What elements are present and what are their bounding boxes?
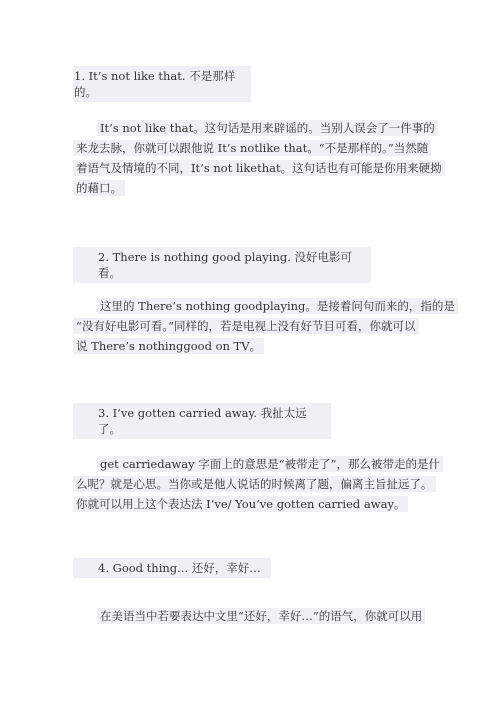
paragraph-line: 你就可以用上这个表达法 I’ve/ You’ve gotten carried away。 — [76, 497, 406, 511]
paragraph-line: 在美语当中若要表达中文里“还好，幸好…”的语气，你就可以用 — [100, 609, 423, 623]
paragraph-3 — [74, 454, 441, 514]
paragraph-line: 这里的 There’s nothing goodplaying。是接着问句而来的，指的是 — [100, 299, 455, 313]
paragraph-line: 说 There’s nothinggood on TV。 — [76, 339, 262, 353]
section-heading-1: 1. It’s not like that. 不是那样的。 — [74, 67, 250, 101]
paragraph-line: It’s not like that。这句话是用来辟谣的。当别人误会了一件事的 — [100, 121, 435, 135]
paragraph-line: 来龙去脉，你就可以跟他说 It’s notlike that。“不是那样的。”当然随 — [76, 141, 429, 155]
paragraph-line: get carriedaway 字面上的意思是“被带走了”，那么被带走的是什 — [100, 457, 441, 471]
paragraph-line: 的藉口。 — [76, 181, 122, 195]
paragraph-line: “没有好电影可看。”同样的，若是电视上没有好节目可看，你就可以 — [76, 319, 416, 333]
section-heading-3: 3. I’ve gotten carried away. 我扯太远了。 — [74, 404, 330, 438]
paragraph-line: 么呢？就是心思。当你或是他人说话的时候离了题，偏离主旨扯远了。 — [76, 477, 433, 491]
section-heading-2: 2. There is nothing good playing. 没好电影可看。 — [74, 248, 370, 282]
paragraph-line: 着语气及情境的不同，It’s not likethat。这句话也有可能是你用来硬拗 — [76, 161, 442, 175]
section-heading-4: 4. Good thing... 还好，幸好… — [74, 559, 270, 577]
paragraph-4 — [74, 606, 430, 626]
paragraph-2 — [74, 296, 455, 356]
paragraph-1 — [74, 118, 442, 198]
